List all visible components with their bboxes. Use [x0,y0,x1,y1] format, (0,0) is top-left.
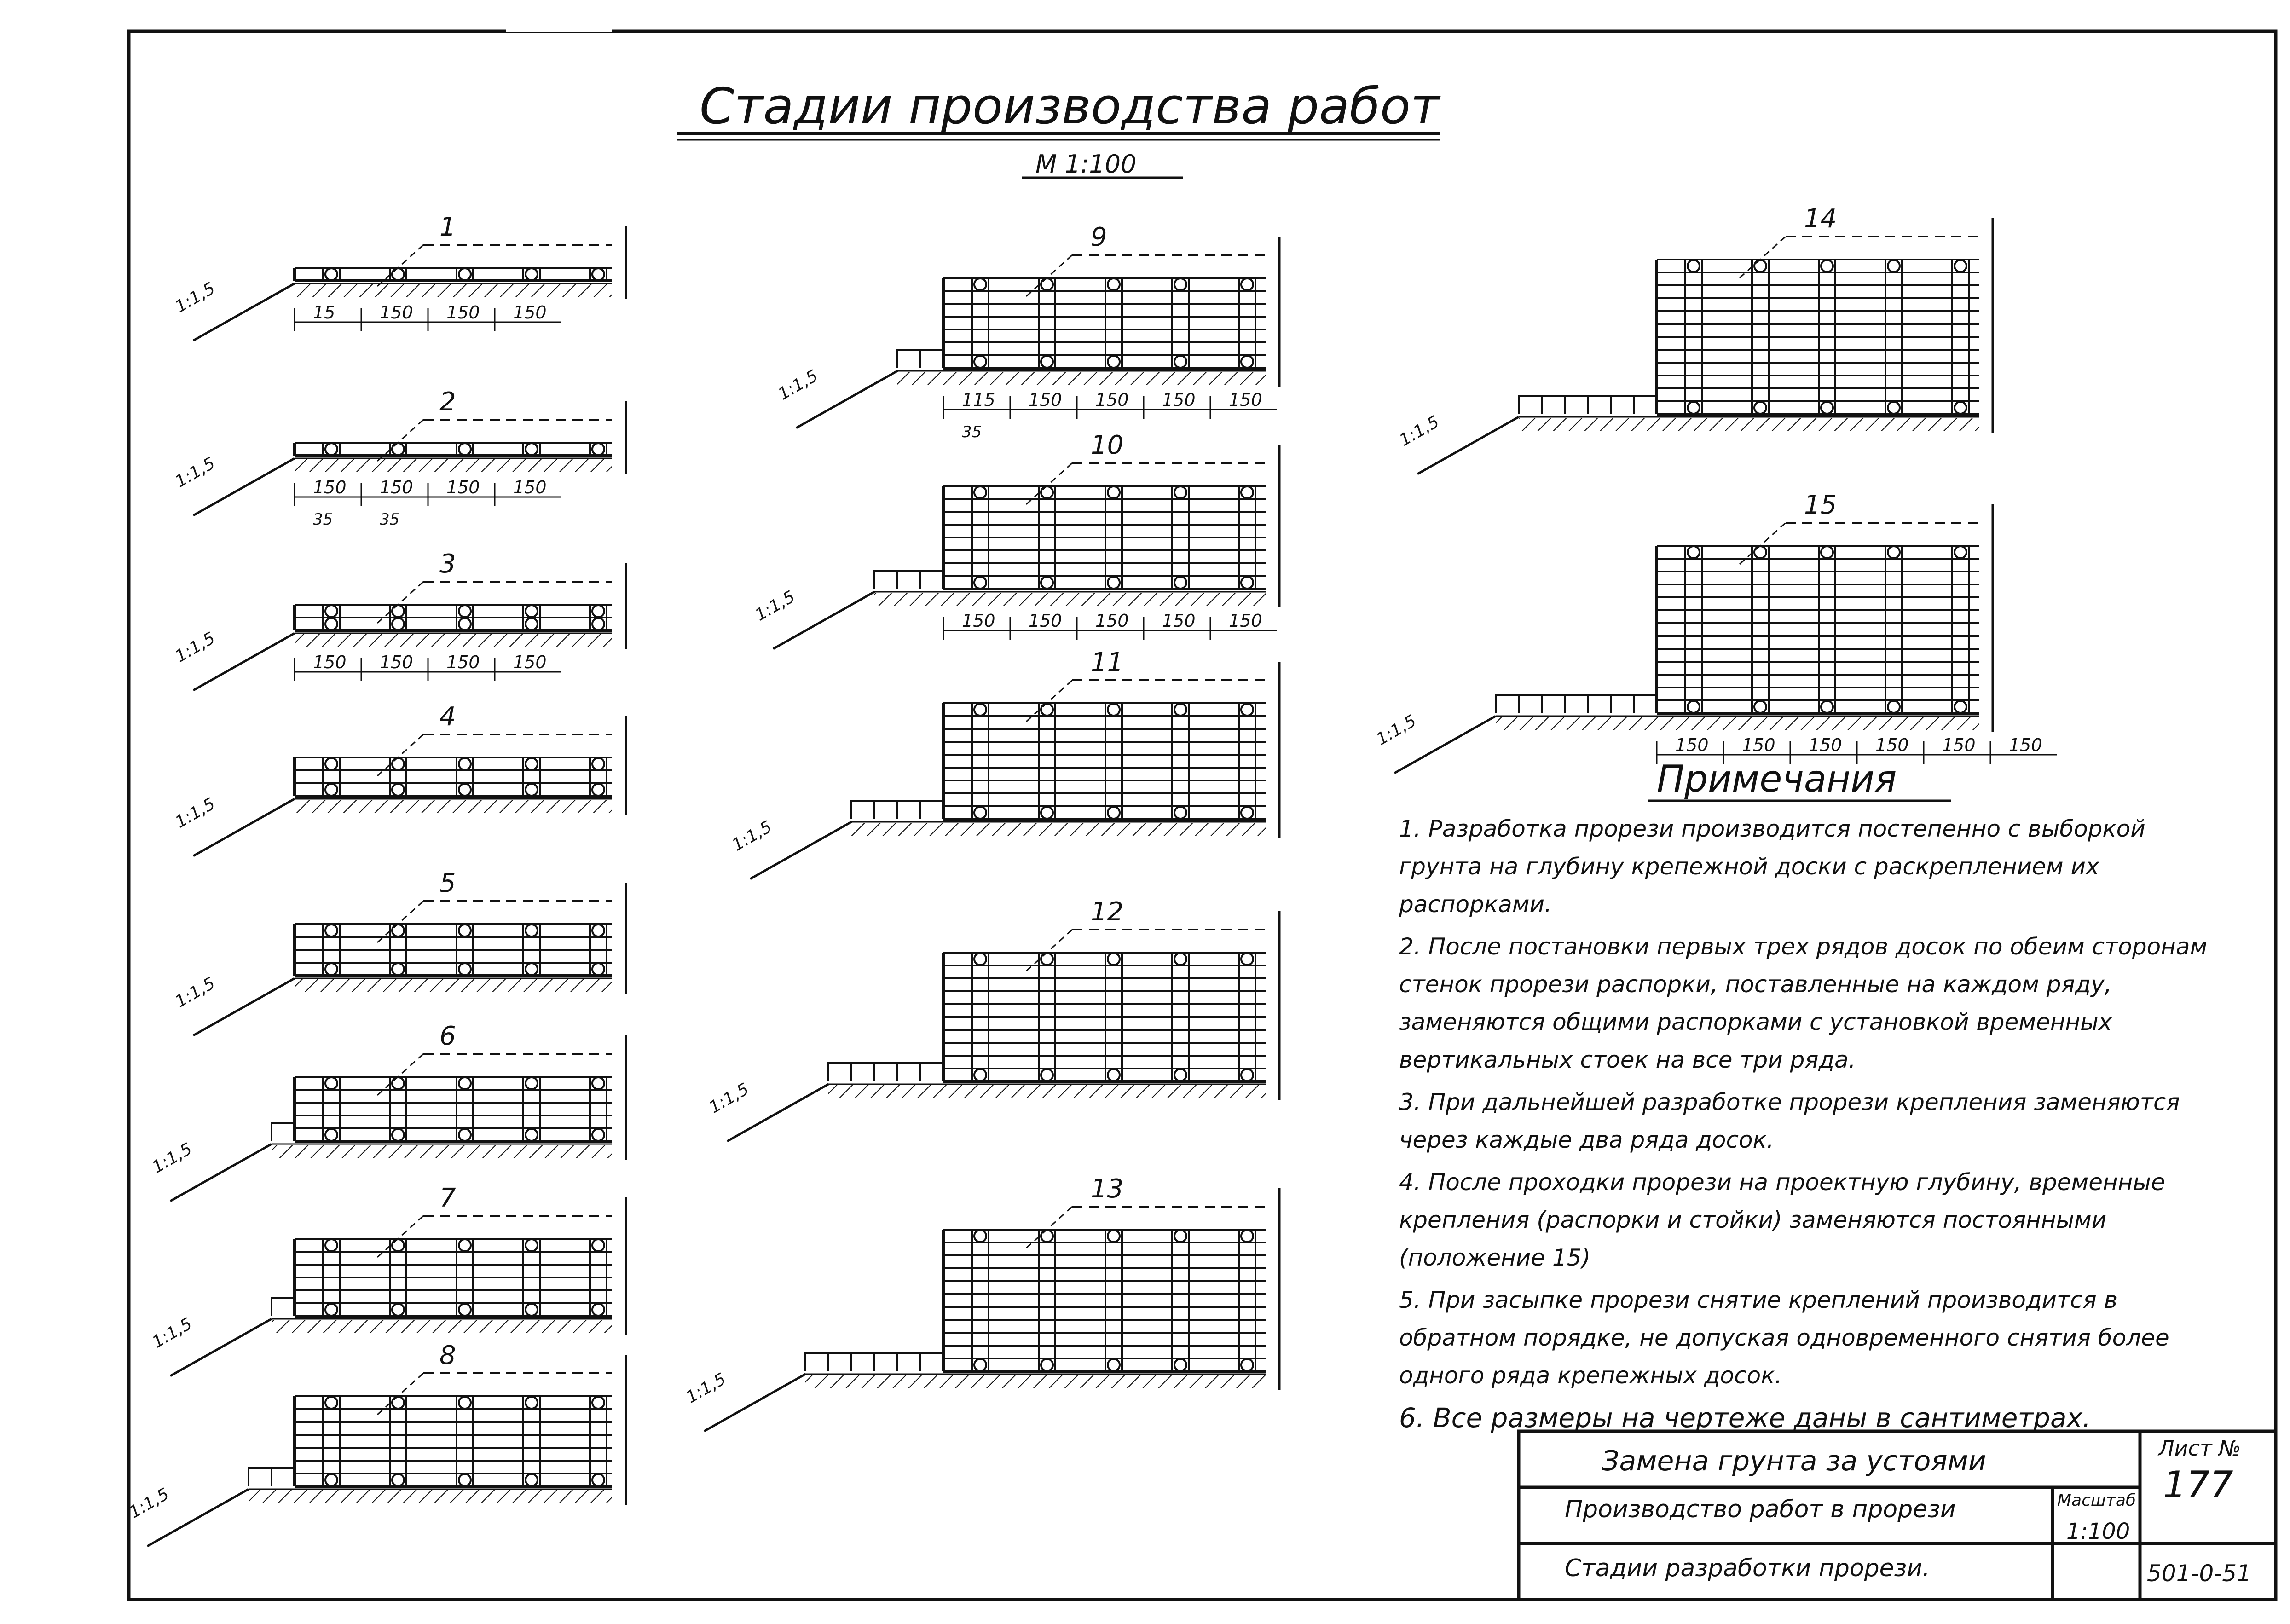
ground-hatch [295,634,612,647]
dimension-label: 35 [962,423,982,441]
dimension-label: 150 [1809,735,1842,755]
dimension-label: 150 [380,302,413,323]
dimension-label: 150 [1942,735,1976,755]
strut-circle [974,704,986,716]
slope-label: 1:1,5 [172,629,219,666]
step [828,1063,851,1081]
ground-hatch [805,1375,1266,1388]
strut-circle [1108,1230,1120,1242]
strut-circle [325,268,337,280]
strut-circle [1754,402,1766,414]
strut-circle [1108,278,1120,290]
strut-circle [1108,486,1120,498]
strut-circle [1821,701,1833,713]
strut-circle [325,1304,337,1316]
strut-circle [459,268,471,280]
strut-circle [1041,807,1053,819]
ground-hatch [874,593,1266,606]
slope-label: 1:1,5 [149,1314,196,1352]
strut-circle [459,1129,471,1141]
dimension-label: 150 [1229,390,1262,410]
stage-14 [1396,204,1993,474]
strut-circle [1241,1069,1253,1081]
dimension-label: 150 [1095,390,1129,410]
ground-hatch [295,979,612,992]
strut-circle [1174,704,1186,716]
strut-circle [392,605,404,617]
slope-label: 1:1,5 [172,794,219,832]
strut-circle [459,1239,471,1251]
dimension-label: 150 [513,477,547,497]
strut-circle [1041,704,1053,716]
stage-5 [172,868,626,1035]
strut-circle [459,963,471,975]
strut-circle [459,1474,471,1486]
strut-circle [392,443,404,455]
step [1542,396,1565,414]
slope-label: 1:1,5 [149,1139,196,1177]
step [920,801,943,819]
strut-circle [1888,546,1900,558]
ground-hatch [272,1320,612,1333]
note-item: 3. При дальнейшей разработке прорези крепления заменяются через каждые два ряда досок. [1399,1089,2180,1153]
stage-number: 7 [439,1183,456,1213]
dimension-label: 150 [1162,390,1196,410]
strut-circle [392,784,404,796]
strut-circle [459,758,471,770]
strut-circle [1241,278,1253,290]
strut-circle [1108,807,1120,819]
strut-circle [592,963,604,975]
stage-number: 9 [1091,222,1107,252]
strut-circle [1241,807,1253,819]
strut-circle [974,807,986,819]
strut-circle [1041,1069,1053,1081]
strut-circle [1041,486,1053,498]
stamp-row3: Стадии разработки прорези. [1565,1555,1930,1582]
strut-circle [526,758,538,770]
step [1634,695,1657,713]
strut-circle [592,605,604,617]
strut-circle [1174,953,1186,965]
slope-label: 1:1,5 [752,587,798,625]
strut-circle [592,443,604,455]
step [851,1353,874,1371]
stage-1 [172,212,626,341]
step [874,1353,897,1371]
strut-circle [392,1239,404,1251]
dimension-label: 35 [380,510,400,529]
stage-11 [729,647,1279,879]
ground-hatch [897,372,1266,385]
stage-number: 5 [439,868,456,898]
step [1496,695,1519,713]
strut-circle [526,784,538,796]
step [1565,695,1588,713]
dimension-label: 150 [2009,735,2042,755]
stamp-sheet-number: 177 [2163,1463,2233,1506]
strut-circle [325,784,337,796]
stage-6 [149,1021,626,1201]
strut-circle [526,1129,538,1141]
strut-circle [392,268,404,280]
step [897,1353,920,1371]
strut-circle [1108,704,1120,716]
slope-label: 1:1,5 [706,1080,752,1117]
strut-circle [1821,260,1833,272]
step [272,1298,295,1316]
dimension-label: 150 [1095,611,1129,631]
strut-circle [1688,260,1700,272]
step [897,1063,920,1081]
strut-circle [1888,701,1900,713]
stage-3 [172,549,626,690]
strut-circle [1688,546,1700,558]
strut-circle [974,356,986,368]
stage-15 [1373,490,2057,773]
ground-hatch [272,1145,612,1158]
step [851,801,874,819]
strut-circle [392,758,404,770]
step [851,1063,874,1081]
step [1588,396,1611,414]
slope-label: 1:1,5 [1396,412,1443,450]
strut-circle [392,1397,404,1409]
step [897,571,920,589]
stage-7 [149,1183,626,1376]
strut-circle [974,486,986,498]
strut-circle [1174,278,1186,290]
strut-circle [459,1077,471,1089]
ground-hatch [1496,717,1979,730]
stage-number: 10 [1091,430,1124,460]
strut-circle [526,268,538,280]
step [920,1353,943,1371]
strut-circle [325,1077,337,1089]
step [272,1123,295,1141]
dimension-label: 15 [313,302,335,323]
step [874,1063,897,1081]
strut-circle [526,618,538,630]
ground-hatch [828,1085,1266,1098]
strut-circle [1174,1230,1186,1242]
step [805,1353,828,1371]
step [1565,396,1588,414]
dimension-label: 115 [962,390,995,410]
strut-circle [392,1129,404,1141]
stage-number: 6 [439,1021,456,1051]
dimension-label: 150 [1675,735,1709,755]
strut-circle [1041,1230,1053,1242]
ground-hatch [249,1490,612,1503]
stage-number: 13 [1091,1174,1124,1204]
strut-circle [526,925,538,936]
strut-circle [1174,356,1186,368]
stamp-row1: Замена грунта за устоями [1602,1445,1986,1477]
dimension-label: 150 [446,302,480,323]
dimension-label: 150 [1029,611,1062,631]
stage-number: 12 [1091,897,1124,927]
stage-number: 2 [439,387,456,417]
strut-circle [1688,402,1700,414]
strut-circle [974,1359,986,1371]
strut-circle [325,618,337,630]
note-item: 1. Разработка прорези производится постепенно с выборкой грунта на глубину крепежной доски с раскреплением их распорками. [1399,815,2145,918]
strut-circle [325,925,337,936]
strut-circle [325,605,337,617]
strut-circle [1041,577,1053,589]
strut-circle [592,1397,604,1409]
step [1611,695,1634,713]
strut-circle [526,1474,538,1486]
step [920,350,943,368]
strut-circle [1108,356,1120,368]
strut-circle [1241,1230,1253,1242]
strut-circle [592,758,604,770]
strut-circle [1754,701,1766,713]
step [828,1353,851,1371]
note-item: 4. После проходки прорези на проектную глубину, временные крепления (распорки и стойки) заменяются постоянными (положение 15) [1399,1169,2165,1271]
strut-circle [592,268,604,280]
strut-circle [1108,577,1120,589]
strut-circle [974,1069,986,1081]
step [249,1468,272,1486]
strut-circle [1955,701,1966,713]
strut-circle [459,605,471,617]
step [1588,695,1611,713]
strut-circle [1754,260,1766,272]
scale-label: М 1:100 [1035,150,1137,179]
stamp-sheet-label: Лист № [2158,1436,2241,1461]
note-item: 2. После постановки первых трех рядов досок по обеим сторонам стенок прорези распорки, поставленные на каждом ряду, заменяются общими распорками с установкой временных вертикальных стоек на все три ряда. [1399,933,2208,1073]
slope-label: 1:1,5 [172,279,219,317]
stage-number: 11 [1091,647,1124,677]
note-item: 5. При засыпке прорези снятие креплений производится в обратном порядке, не допуская одновременного снятия более одного ряда крепежных досок. [1399,1287,2169,1389]
strut-circle [592,618,604,630]
stage-10 [752,430,1279,649]
stage-13 [683,1174,1279,1431]
stage-number: 3 [439,549,456,579]
strut-circle [974,953,986,965]
strut-circle [1955,402,1966,414]
strut-circle [1241,704,1253,716]
step [920,571,943,589]
strut-circle [1241,953,1253,965]
step [1519,695,1542,713]
slope-label: 1:1,5 [172,454,219,491]
dimension-label: 150 [1875,735,1909,755]
dimension-label: 150 [446,477,480,497]
notes-title: Примечания [1657,757,1897,800]
strut-circle [1041,953,1053,965]
strut-circle [1955,546,1966,558]
strut-circle [1241,356,1253,368]
strut-circle [325,1129,337,1141]
strut-circle [592,1474,604,1486]
strut-circle [1241,1359,1253,1371]
strut-circle [1754,546,1766,558]
stage-number: 8 [439,1341,456,1370]
strut-circle [592,784,604,796]
strut-circle [526,443,538,455]
strut-circle [1821,402,1833,414]
strut-circle [459,784,471,796]
strut-circle [1174,1359,1186,1371]
strut-circle [1174,486,1186,498]
strut-circle [1241,577,1253,589]
strut-circle [1888,402,1900,414]
strut-circle [974,278,986,290]
step [874,801,897,819]
strut-circle [325,963,337,975]
strut-circle [392,963,404,975]
strut-circle [1821,546,1833,558]
stage-number: 1 [439,212,456,242]
strut-circle [459,1304,471,1316]
strut-circle [1955,260,1966,272]
page-title: Стадии производства работ [700,78,1440,135]
stage-12 [706,897,1279,1141]
dimension-label: 150 [1162,611,1196,631]
strut-circle [459,925,471,936]
dimension-label: 150 [446,652,480,672]
strut-circle [592,925,604,936]
ground-hatch [295,459,612,472]
strut-circle [392,1474,404,1486]
strut-circle [1174,807,1186,819]
step [272,1468,295,1486]
strut-circle [325,1239,337,1251]
strut-circle [526,1239,538,1251]
strut-circle [459,443,471,455]
step [897,801,920,819]
dimension-label: 150 [513,302,547,323]
strut-circle [392,1304,404,1316]
strut-circle [592,1304,604,1316]
slope-label: 1:1,5 [729,817,775,855]
stage-9 [775,222,1279,441]
strut-circle [459,618,471,630]
strut-circle [1174,1069,1186,1081]
dimension-label: 150 [513,652,547,672]
dimension-label: 150 [1029,390,1062,410]
dimension-label: 150 [380,477,413,497]
step [920,1063,943,1081]
step [1519,396,1542,414]
strut-circle [1041,356,1053,368]
strut-circle [392,1077,404,1089]
slope-label: 1:1,5 [1373,711,1420,749]
stamp-scale-label: Масштаб [2057,1491,2136,1510]
dimension-label: 150 [962,611,995,631]
strut-circle [1041,1359,1053,1371]
stamp-row2: Производство работ в прорези [1565,1496,1956,1523]
ground-hatch [295,284,612,297]
note-item: 6. Все размеры на чертеже даны в сантиметрах. [1399,1402,2091,1433]
strut-circle [526,1077,538,1089]
stage-2 [172,387,626,529]
strut-circle [974,1230,986,1242]
strut-circle [459,1397,471,1409]
strut-circle [592,1129,604,1141]
strut-circle [1041,278,1053,290]
dimension-label: 150 [380,652,413,672]
strut-circle [592,1077,604,1089]
dimension-label: 35 [313,510,333,529]
dimension-label: 150 [313,477,347,497]
dimension-label: 150 [313,652,347,672]
stage-4 [172,702,626,856]
strut-circle [592,1239,604,1251]
strut-circle [392,925,404,936]
slope-label: 1:1,5 [775,366,821,404]
strut-circle [392,618,404,630]
strut-circle [1108,1069,1120,1081]
stamp-scale-value: 1:100 [2066,1519,2130,1544]
step [897,350,920,368]
strut-circle [1108,1359,1120,1371]
strut-circle [1888,260,1900,272]
slope-label: 1:1,5 [172,974,219,1011]
slope-label: 1:1,5 [683,1370,729,1407]
strut-circle [325,443,337,455]
stage-8 [126,1341,626,1546]
strut-circle [1241,486,1253,498]
notes-list [1399,810,2218,1441]
step [1611,396,1634,414]
strut-circle [526,1397,538,1409]
stage-number: 15 [1804,490,1837,520]
slope-label: 1:1,5 [126,1485,173,1522]
strut-circle [974,577,986,589]
step [1542,695,1565,713]
dimension-label: 150 [1229,611,1262,631]
strut-circle [1108,953,1120,965]
strut-circle [1688,701,1700,713]
ground-hatch [1519,418,1979,431]
strut-circle [1174,577,1186,589]
step [1634,396,1657,414]
stage-number: 14 [1804,204,1837,234]
strut-circle [325,1474,337,1486]
strut-circle [325,758,337,770]
strut-circle [526,605,538,617]
ground-hatch [295,800,612,813]
dimension-label: 150 [1742,735,1775,755]
ground-hatch [851,823,1266,836]
strut-circle [526,1304,538,1316]
stamp-code: 501-0-51 [2147,1560,2251,1587]
strut-circle [325,1397,337,1409]
strut-circle [526,963,538,975]
step [874,571,897,589]
stage-number: 4 [439,702,456,732]
